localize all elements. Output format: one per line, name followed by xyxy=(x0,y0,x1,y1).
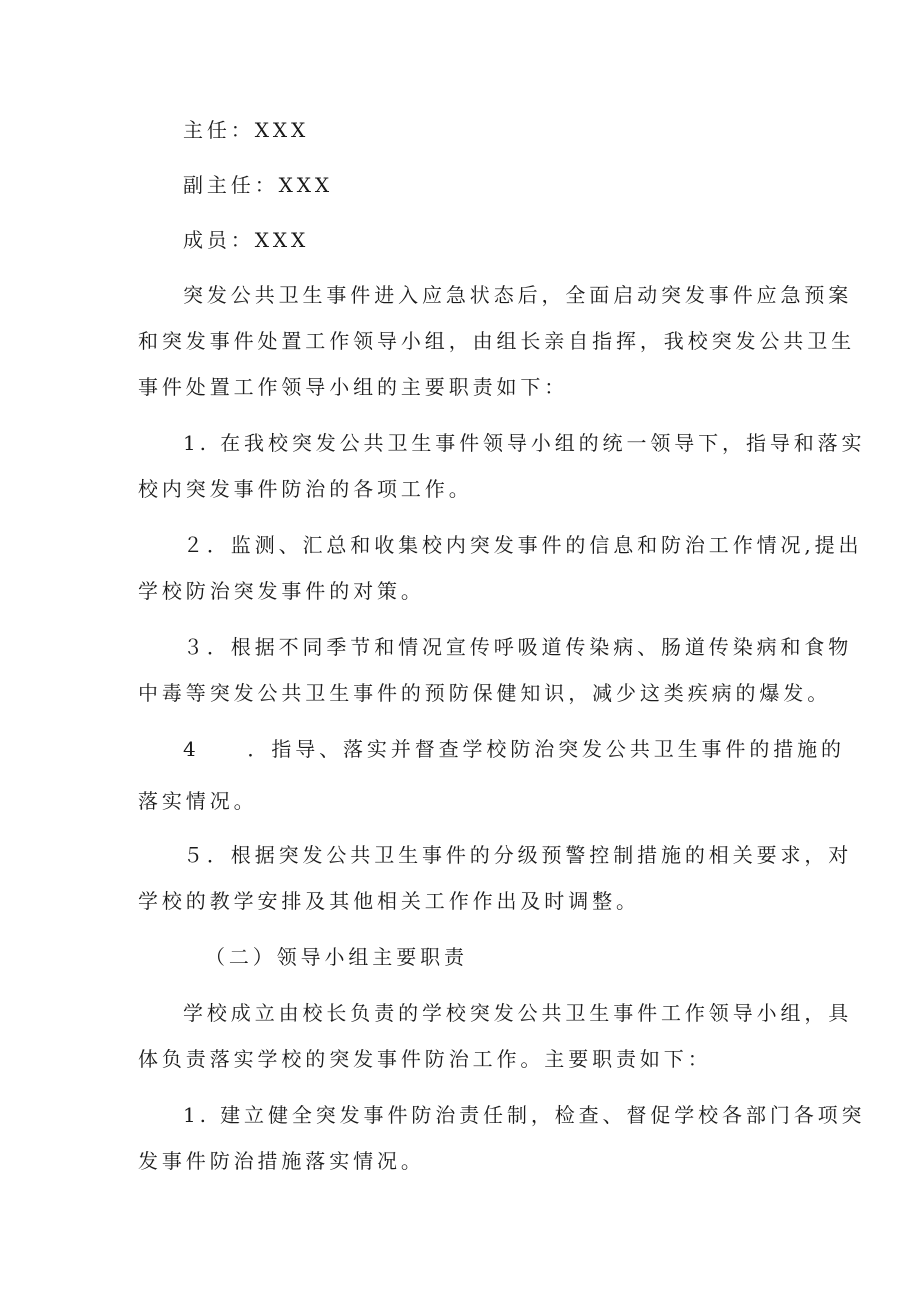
deputy-director-line: 副主任：XXX xyxy=(183,173,334,197)
section-paragraph-line: 学校成立由校长负责的学校突发公共卫生事件工作领导小组，具 xyxy=(183,1001,853,1025)
duty-item-3-line: ３．根据不同季节和情况宣传呼吸道传染病、肠道传染病和食物 xyxy=(183,635,853,659)
duty-item-3-line: 中毒等突发公共卫生事件的预防保健知识，减少这类疾病的爆发。 xyxy=(138,681,832,705)
intro-paragraph-line: 和突发事件处置工作领导小组，由组长亲自指挥，我校突发公共卫生 xyxy=(138,329,855,353)
duty-item-5-line: 学校的教学安排及其他相关工作作出及时调整。 xyxy=(138,889,640,913)
leader-duty-item-1-line: 1. 建立健全突发事件防治责任制，检查、督促学校各部门各项突 xyxy=(183,1103,866,1127)
intro-paragraph-line: 事件处置工作领导小组的主要职责如下： xyxy=(138,375,569,399)
duty-item-1-line: 校内突发事件防治的各项工作。 xyxy=(138,477,473,501)
section-paragraph-line: 体负责落实学校的突发事件防治工作。主要职责如下： xyxy=(138,1047,712,1071)
duty-item-4-line: 4 ．指导、落实并督查学校防治突发公共卫生事件的措施的 xyxy=(183,737,845,761)
director-line: 主任：XXX xyxy=(183,118,310,142)
members-line: 成员：XXX xyxy=(183,228,310,252)
duty-item-4-line: 落实情况。 xyxy=(138,789,258,813)
section-heading: （二）领导小组主要职责 xyxy=(205,945,468,969)
duty-item-1-line: 1. 在我校突发公共卫生事件领导小组的统一领导下，指导和落实 xyxy=(183,431,866,455)
duty-item-2-line: 学校防治突发事件的对策。 xyxy=(138,579,425,603)
duty-item-5-line: ５．根据突发公共卫生事件的分级预警控制措施的相关要求，对 xyxy=(183,843,853,867)
duty-item-2-line: ２．监测、汇总和收集校内突发事件的信息和防治工作情况,提出 xyxy=(183,533,863,557)
intro-paragraph-line: 突发公共卫生事件进入应急状态后，全面启动突发事件应急预案 xyxy=(183,283,853,307)
leader-duty-item-1-line: 发事件防治措施落实情况。 xyxy=(138,1149,425,1173)
